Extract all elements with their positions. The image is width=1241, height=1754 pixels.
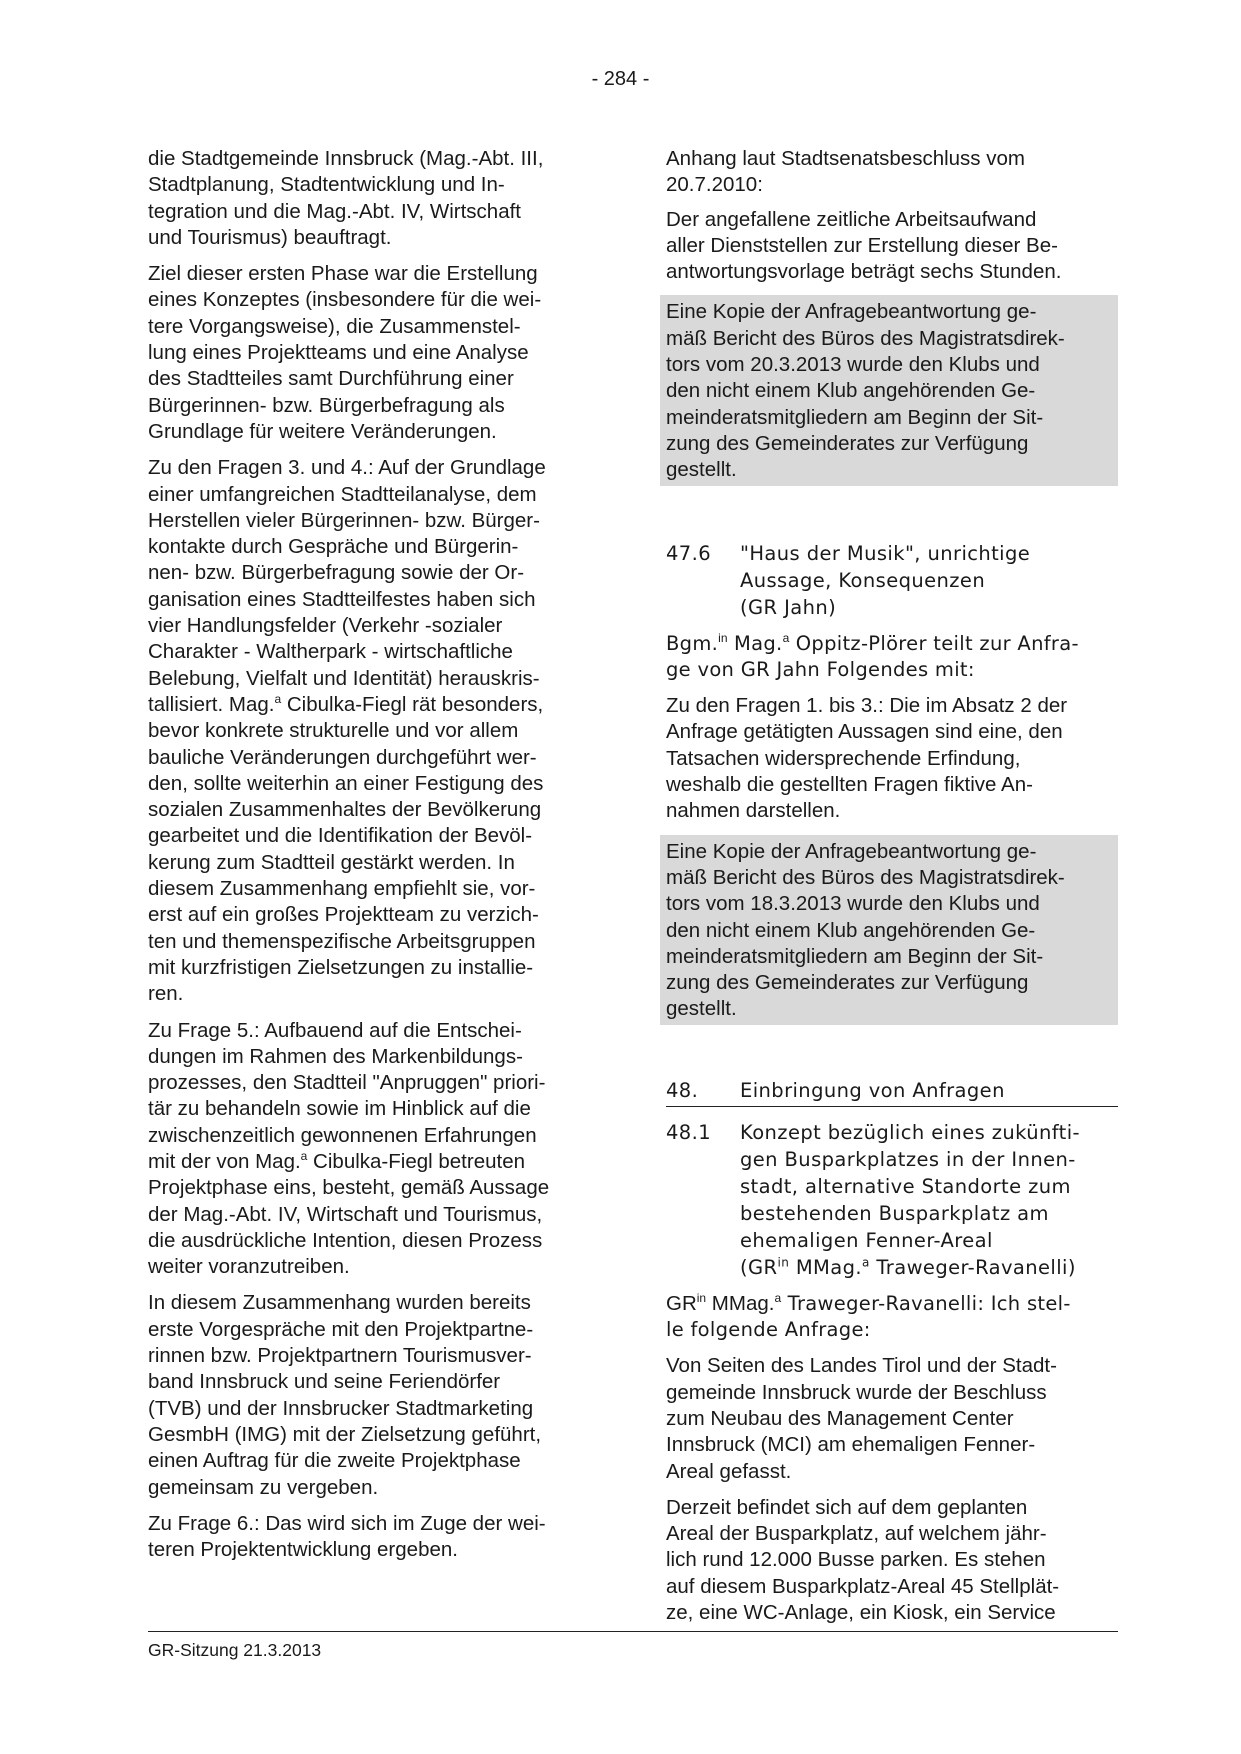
spacer bbox=[666, 1035, 1118, 1077]
text-line: "Haus der Musik", unrichtige bbox=[740, 541, 1031, 565]
text-line: ren. bbox=[148, 982, 184, 1006]
text-line: mit der von Mag.$^a$ Cibulka-Fiegl betreuten bbox=[148, 1149, 526, 1173]
text-line: (GR Jahn) bbox=[740, 595, 837, 619]
text-line: weshalb die gestellten Fragen fiktive An- bbox=[666, 773, 1033, 797]
section-heading-48 bbox=[666, 1077, 1118, 1107]
left-column bbox=[148, 146, 600, 1573]
text-line: gestellt. bbox=[666, 458, 737, 482]
text-line: Anhang laut Stadtsenatsbeschluss vom bbox=[666, 147, 1025, 170]
text-line: Grundlage für weitere Veränderungen. bbox=[148, 419, 497, 443]
text-line: bestehenden Busparkplatz am bbox=[740, 1201, 1049, 1225]
text-line: Herstellen vieler Bürgerinnen- bzw. Bürger- bbox=[148, 508, 540, 532]
footer-divider bbox=[148, 1631, 1118, 1632]
speaker-paragraph: $GR^{in}$ MMag.$^a$ Traweger-Ravanelli: Ich stel- le folgende Anfrage: bbox=[666, 1290, 1071, 1342]
text-line: ten und themenspezifische Arbeitsgruppen bbox=[148, 929, 536, 953]
text-line: Charakter - Waltherpark - wirtschaftliche bbox=[148, 640, 513, 664]
text-line: Projektphase eins, besteht, gemäß Aussage bbox=[148, 1176, 550, 1200]
text-line: gearbeitet und die Identifikation der Bevöl- bbox=[148, 824, 533, 848]
text-line: Anfrage getätigten Aussagen sind eine, den bbox=[666, 720, 1063, 744]
text-line: Der angefallene zeitliche Arbeitsaufwand bbox=[666, 207, 1037, 231]
paragraph bbox=[666, 1353, 1118, 1484]
text-line: zum Neubau des Management Center bbox=[666, 1406, 1014, 1430]
item-heading-47-6 bbox=[666, 540, 1118, 621]
text-line: erst auf ein großes Projektteam zu verzich- bbox=[148, 903, 539, 927]
paragraph bbox=[148, 261, 600, 445]
paragraph-lines bbox=[148, 1175, 600, 1280]
text-line: mit kurzfristigen Zielsetzungen zu installie- bbox=[148, 955, 534, 979]
item-title bbox=[740, 540, 1118, 621]
text-line: Zu Frage 6.: Das wird sich im Zuge der wei- bbox=[148, 1511, 546, 1535]
text-line: Areal der Busparkplatz, auf welchem jähr- bbox=[666, 1522, 1047, 1546]
item-number: 47.6 bbox=[666, 541, 712, 565]
text-line: tere Vorgangsweise), die Zusammenstel- bbox=[148, 314, 521, 338]
text-line: Aussage, Konsequenzen bbox=[740, 568, 986, 592]
text-line: tär zu behandeln sowie im Hinblick auf die bbox=[148, 1097, 531, 1121]
text-line: den nicht einem Klub angehörenden Ge- bbox=[666, 379, 1036, 403]
text-line: nen- bzw. Bürgerbefragung sowie der Or- bbox=[148, 561, 525, 585]
section-title: Einbringung von Anfragen bbox=[740, 1078, 1005, 1102]
text-line: zwischenzeitlich gewonnenen Erfahrungen bbox=[148, 1123, 537, 1147]
text-line: Konzept bezüglich eines zukünfti- bbox=[740, 1120, 1080, 1144]
text-line: Ziel dieser ersten Phase war die Erstellung bbox=[148, 262, 538, 286]
text-line: der Mag.-Abt. IV, Wirtschaft und Tourismus, bbox=[148, 1202, 543, 1226]
paragraph bbox=[148, 1018, 600, 1281]
text-line: die Stadtgemeinde Innsbruck (Mag.-Abt. III, bbox=[148, 147, 544, 170]
text-line: eines Konzeptes (insbesondere für die wei- bbox=[148, 288, 542, 312]
text-line: Zu Frage 5.: Aufbauend auf die Entschei- bbox=[148, 1018, 522, 1042]
text-line: meinderatsmitgliedern am Beginn der Sit- bbox=[666, 405, 1044, 429]
right-column bbox=[666, 146, 1118, 1636]
text-line: meinderatsmitgliedern am Beginn der Sit- bbox=[666, 944, 1044, 968]
text-line: gen Busparkplatzes in der Innen- bbox=[740, 1147, 1076, 1171]
page-number: - 284 - bbox=[591, 68, 650, 90]
text-line: GesmbH (IMG) mit der Zielsetzung geführt, bbox=[148, 1422, 542, 1446]
paragraph bbox=[148, 455, 600, 1007]
text-line: ehemaligen Fenner-Areal bbox=[740, 1228, 993, 1252]
text-line: tors vom 20.3.2013 wurde den Klubs und bbox=[666, 353, 1040, 377]
text-line: und Tourismus) beauftragt. bbox=[148, 225, 392, 249]
item-number: 48.1 bbox=[666, 1120, 712, 1144]
text-line: kerung zum Stadtteil gestärkt werden. In bbox=[148, 850, 515, 874]
shaded-note bbox=[660, 835, 1118, 1025]
text-line: die ausdrückliche Intention, diesen Prozess bbox=[148, 1228, 543, 1252]
text-line: bauliche Veränderungen durchgeführt wer- bbox=[148, 745, 537, 769]
text-line: (TVB) und der Innsbrucker Stadtmarketing bbox=[148, 1396, 534, 1420]
text-line: ze, eine WC-Anlage, ein Kiosk, ein Service bbox=[666, 1600, 1056, 1624]
section-number: 48. bbox=[666, 1078, 699, 1102]
speaker-paragraph: Bgm.$^{in}$ Mag.$^a$ Oppitz-Plörer teilt zur Anfra- ge von GR Jahn Folgendes mit: bbox=[666, 630, 1079, 681]
text-line: prozesses, den Stadtteil "Anpruggen" priori- bbox=[148, 1071, 546, 1095]
text-line: Innsbruck (MCI) am ehemaligen Fenner- bbox=[666, 1433, 1036, 1457]
paragraph-lines bbox=[148, 1018, 600, 1149]
text-line: teren Projektentwicklung ergeben. bbox=[148, 1538, 458, 1562]
text-line: tegration und die Mag.-Abt. IV, Wirtschaft bbox=[148, 199, 521, 223]
paragraph bbox=[148, 146, 600, 251]
text-line: mäß Bericht des Büros des Magistratsdirek- bbox=[666, 326, 1065, 350]
text-line: bevor konkrete strukturelle und vor allem bbox=[148, 719, 519, 743]
text-line: gestellt. bbox=[666, 997, 737, 1021]
footer-text: GR-Sitzung 21.3.2013 bbox=[148, 1640, 322, 1660]
text-line: zung des Gemeinderates zur Verfügung bbox=[666, 431, 1029, 455]
text-line: auf diesem Busparkplatz-Areal 45 Stellplät- bbox=[666, 1574, 1060, 1598]
text-line: kontakte durch Gespräche und Bürgerin- bbox=[148, 535, 519, 559]
paragraph-lines bbox=[148, 455, 600, 692]
text-line: den nicht einem Klub angehörenden Ge- bbox=[666, 918, 1036, 942]
text-line: 20.7.2010: bbox=[666, 173, 763, 197]
text-line: des Stadtteiles samt Durchführung einer bbox=[148, 367, 514, 391]
paragraph bbox=[148, 1290, 600, 1500]
text-line: Eine Kopie der Anfragebeantwortung ge- bbox=[666, 839, 1037, 863]
item-title: Konzept bezüglich eines zukünfti- gen Busparkplatzes in der Innen- stadt, alternative Standorte zum bestehenden Busparkplatz am ehemaligen Fenner-Areal ($GR^{in}$ MMag.$^a$ Traweger-Ravanelli) bbox=[740, 1119, 1118, 1281]
spacer bbox=[666, 496, 1118, 540]
text-line: diesem Zusammenhang empfiehlt sie, vor- bbox=[148, 877, 536, 901]
text-line: Stadtplanung, Stadtentwicklung und In- bbox=[148, 173, 505, 197]
item-heading-48-1 bbox=[666, 1119, 1118, 1281]
text-line: Zu den Fragen 3. und 4.: Auf der Grundlage bbox=[148, 456, 546, 480]
text-line: Eine Kopie der Anfragebeantwortung ge- bbox=[666, 300, 1037, 324]
paragraph-lines bbox=[148, 718, 600, 1007]
text-line: Tatsachen widersprechende Erfindung, bbox=[666, 746, 1021, 770]
text-line: zung des Gemeinderates zur Verfügung bbox=[666, 971, 1029, 995]
text-line: antwortungsvorlage beträgt sechs Stunden. bbox=[666, 260, 1062, 284]
text-line: Von Seiten des Landes Tirol und der Stadt- bbox=[666, 1354, 1057, 1378]
text-line: Derzeit befindet sich auf dem geplanten bbox=[666, 1495, 1028, 1519]
text-line: tors vom 18.3.2013 wurde den Klubs und bbox=[666, 892, 1040, 916]
paragraph bbox=[148, 1511, 600, 1564]
text-line: einen Auftrag für die zweite Projektphase bbox=[148, 1449, 521, 1473]
text-line: rinnen bzw. Projektpartnern Tourismusver- bbox=[148, 1344, 532, 1368]
text-line: den, sollte weiterhin an einer Festigung des bbox=[148, 771, 544, 795]
text-line: tallisiert. Mag.$^a$ Cibulka-Fiegl rät besonders, bbox=[148, 692, 544, 716]
text-line: Areal gefasst. bbox=[666, 1459, 792, 1483]
text-line: gemeinsam zu vergeben. bbox=[148, 1475, 379, 1499]
text-line: In diesem Zusammenhang wurden bereits bbox=[148, 1291, 531, 1315]
text-line: nahmen darstellen. bbox=[666, 799, 841, 823]
shaded-note bbox=[660, 295, 1118, 485]
text-line: stadt, alternative Standorte zum bbox=[740, 1174, 1071, 1198]
text-line: erste Vorgespräche mit den Projektpartne- bbox=[148, 1317, 534, 1341]
text-line: gemeinde Innsbruck wurde der Beschluss bbox=[666, 1380, 1047, 1404]
text-line: ganisation eines Stadtteilfestes haben sich bbox=[148, 587, 536, 611]
text-line: band Innsbruck und seine Feriendörfer bbox=[148, 1370, 501, 1394]
text-line: mäß Bericht des Büros des Magistratsdirek- bbox=[666, 865, 1065, 889]
text-line: vier Handlungsfelder (Verkehr -sozialer bbox=[148, 614, 503, 638]
paragraph bbox=[666, 1495, 1118, 1626]
text-line: Belebung, Vielfalt und Identität) herauskris- bbox=[148, 666, 540, 690]
text-line: weiter voranzutreiben. bbox=[148, 1255, 350, 1279]
text-line: sozialen Zusammenhaltes der Bevölkerung bbox=[148, 798, 542, 822]
text-line: Bürgerinnen- bzw. Bürgerbefragung als bbox=[148, 393, 505, 417]
text-line: Zu den Fragen 1. bis 3.: Die im Absatz 2 der bbox=[666, 694, 1068, 718]
paragraph bbox=[666, 693, 1118, 824]
text-line: lung eines Projektteams und eine Analyse bbox=[148, 341, 529, 365]
text-line: einer umfangreichen Stadtteilanalyse, dem bbox=[148, 482, 537, 506]
text-line: dungen im Rahmen des Markenbildungs- bbox=[148, 1044, 523, 1068]
paragraph bbox=[666, 146, 1118, 199]
text-line: aller Dienststellen zur Erstellung dieser Be- bbox=[666, 233, 1058, 257]
text-line: lich rund 12.000 Busse parken. Es stehen bbox=[666, 1548, 1046, 1572]
paragraph bbox=[666, 207, 1118, 286]
